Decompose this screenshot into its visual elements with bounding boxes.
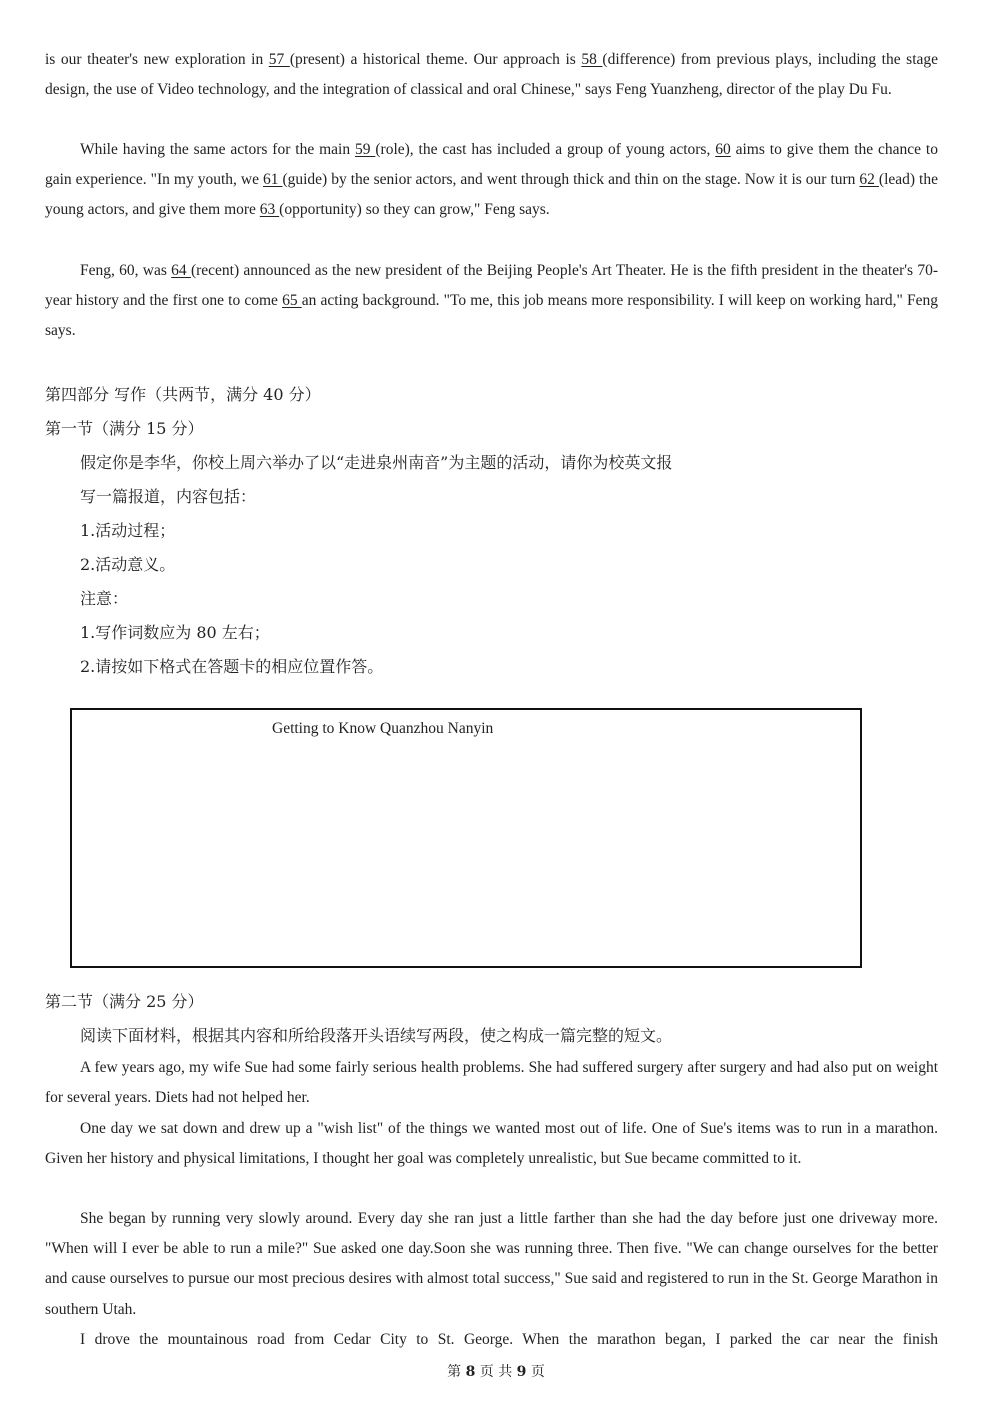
story-paragraph-3: She began by running very slowly around. Every day she ran just a little farther than she had the day before just one driveway more. "When will I ever be able to run a mile?" Sue asked one day.Soon she was running three. Then five. "We can change ourselves for the better and cause ourselves to pursue our most precious desires with almost total success," Sue said and registered to run in the St. George Marathon in southern Utah. (45, 1210, 938, 1318)
section1-line-7: 2.请按如下格式在答题卡的相应位置作答。 (80, 657, 384, 676)
blank-57: 57 (268, 51, 290, 68)
blank-61: 61 (262, 171, 283, 189)
section1-line-6: 1.写作词数应为 80 左右； (80, 623, 270, 642)
blank-60: 60 (715, 141, 731, 158)
blank-62: 62 (859, 171, 879, 189)
section1-heading: 第一节（满分 15 分） (45, 419, 204, 438)
blank-63: 63 (259, 201, 280, 219)
story-paragraph-2: One day we sat down and drew up a "wish list" of the things we wanted most out of life. One of Sue's items was to run in a marathon. Given her history and physical limitations, I thought her goal was completely unrealistic, but Sue became committed to it. (45, 1120, 938, 1168)
answer-box-title: Getting to Know Quanzhou Nanyin (272, 720, 494, 737)
blank-59: 59 (354, 141, 376, 158)
passage-paragraph-2: While having the same actors for the main 59 (role), the cast has included a group of young actors, 60 aims to give them the chance to gain experience. "In my youth, we 61 (guide) by the senior actors, and went through thick and thin on the stage. Now it is our turn 62 (lead) the young actors, and give them more 63 (opportunity) so they can grow," Feng says. (45, 141, 938, 219)
section1-line-2: 写一篇报道，内容包括： (80, 487, 257, 506)
story-paragraph-4: I drove the mountainous road from Cedar City to St. George. When the marathon began, I parked the car near the finish (80, 1331, 938, 1348)
section2-instruction: 阅读下面材料，根据其内容和所给段落开头语续写两段，使之构成一篇完整的短文。 (80, 1026, 673, 1045)
answer-box (70, 708, 862, 968)
blank-64: 64 (171, 262, 191, 279)
part-heading: 第四部分 写作（共两节，满分 40 分） (45, 385, 321, 404)
section1-line-5: 注意： (80, 589, 129, 608)
page-footer: 第 8 页 共 9 页 (447, 1364, 545, 1380)
story-paragraph-1: A few years ago, my wife Sue had some fairly serious health problems. She had suffered surgery after surgery and had also put on weight for several years. Diets had not helped her. (45, 1059, 938, 1107)
page-number: 8 (465, 1364, 476, 1380)
section2-heading: 第二节（满分 25 分） (45, 992, 204, 1011)
blank-65: 65 (282, 292, 302, 310)
passage-paragraph-3: Feng, 60, was 64 (recent) announced as the new president of the Beijing People's Art Theater. He is the fifth president in the theater's 70-year history and the first one to come 65 an acting background. "To me, this job means more responsibility. I will keep on working hard," Feng says. (45, 262, 939, 340)
page-total: 9 (516, 1364, 527, 1380)
section1-line-4: 2.活动意义。 (80, 555, 176, 574)
section1-line-1: 假定你是李华，你校上周六举办了以“走进泉州南音”为主题的活动，请你为校英文报 (80, 453, 673, 472)
section1-line-3: 1.活动过程； (80, 521, 176, 540)
passage-paragraph-1: is our theater's new exploration in 57 (present) a historical theme. Our approach is 58 (difference) from previous plays, including the stage design, the use of Video technology, and the integration of classical and oral Chinese," says Feng Yuanzheng, director of the play Du Fu. (45, 51, 939, 99)
blank-58: 58 (581, 51, 603, 68)
